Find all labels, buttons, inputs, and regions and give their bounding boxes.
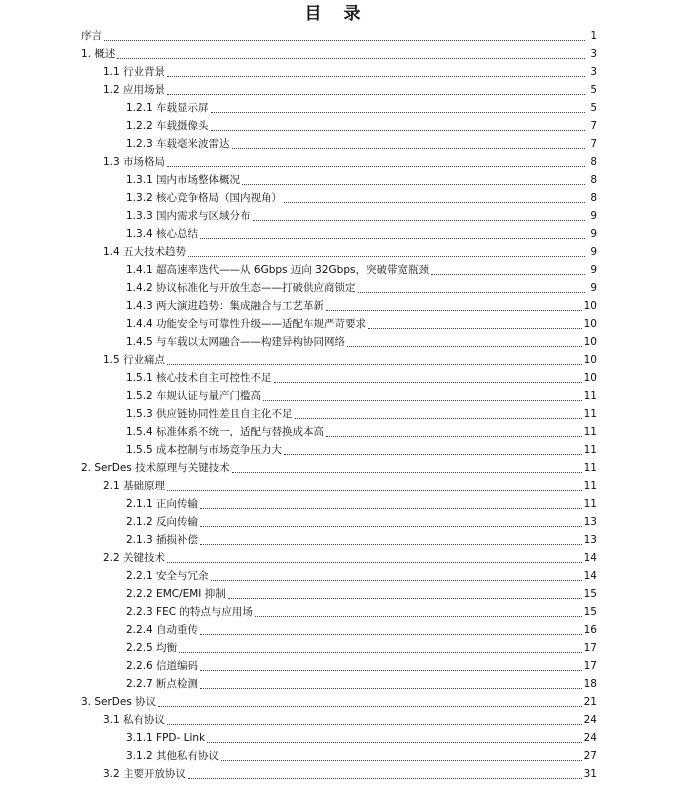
toc-entry[interactable] — [0, 188, 673, 206]
toc-entry[interactable] — [0, 368, 673, 386]
toc-entry[interactable] — [0, 566, 673, 584]
toc-entry-title: 1.5.3 供应链协同性差且自主化不足 — [126, 408, 293, 420]
toc-entry-title: 1.2.2 车载摄像头 — [126, 120, 209, 132]
toc-dot-leader — [211, 130, 585, 131]
toc-entry[interactable] — [0, 746, 673, 764]
toc-entry-title: 2.1.3 插损补偿 — [126, 534, 199, 546]
toc-dot-leader — [200, 544, 582, 545]
toc-entry-page-number: 5 — [590, 102, 597, 114]
toc-entry[interactable] — [0, 62, 673, 80]
toc-entry[interactable] — [0, 710, 673, 728]
toc-entry[interactable] — [0, 728, 673, 746]
toc-entry-title: 1. 概述 — [81, 48, 116, 60]
toc-entry-title: 1.2.1 车载显示屏 — [126, 102, 209, 114]
toc-entry-page-number: 11 — [583, 426, 597, 438]
toc-dot-leader — [158, 706, 581, 707]
toc-entry-page-number: 17 — [583, 642, 597, 654]
toc-entry-title: 1.4.1 超高速率迭代——从 6Gbps 迈向 32Gbps，突破带宽瓶颈 — [126, 264, 429, 276]
toc-entry[interactable] — [0, 134, 673, 152]
toc-entry-title: 2.1.2 反向传输 — [126, 516, 199, 528]
toc-entry[interactable] — [0, 260, 673, 278]
toc-entry-page-number: 11 — [583, 408, 597, 420]
toc-entry-title: 1.3.4 核心总结 — [126, 228, 199, 240]
toc-entry[interactable] — [0, 620, 673, 638]
toc-entry-title: 1.3.2 核心竞争格局（国内视角） — [126, 192, 283, 204]
toc-dot-leader — [167, 76, 585, 77]
toc-dot-leader — [431, 274, 585, 275]
toc-entry-title: 1.2.3 车载毫米波雷达 — [126, 138, 230, 150]
toc-dot-leader — [326, 436, 582, 437]
toc-dot-leader — [167, 364, 582, 365]
table-of-contents — [0, 26, 673, 782]
toc-dot-leader — [232, 472, 582, 473]
toc-dot-leader — [200, 688, 582, 689]
toc-entry[interactable] — [0, 692, 673, 710]
toc-dot-leader — [200, 526, 582, 527]
toc-entry[interactable] — [0, 386, 673, 404]
toc-dot-leader — [255, 616, 582, 617]
toc-dot-leader — [221, 760, 582, 761]
toc-entry-title: 3. SerDes 协议 — [81, 696, 157, 708]
toc-entry[interactable] — [0, 242, 673, 260]
toc-entry[interactable] — [0, 296, 673, 314]
toc-entry-page-number: 10 — [583, 354, 597, 366]
toc-entry[interactable] — [0, 476, 673, 494]
toc-dot-leader — [326, 310, 582, 311]
toc-dot-leader — [188, 256, 585, 257]
toc-entry-page-number: 11 — [583, 444, 597, 456]
toc-entry[interactable] — [0, 602, 673, 620]
toc-entry-page-number: 15 — [583, 606, 597, 618]
toc-entry-title: 1.5.2 车规认证与量产门槛高 — [126, 390, 262, 402]
toc-entry-page-number: 1 — [590, 30, 597, 42]
toc-entry[interactable] — [0, 98, 673, 116]
toc-dot-leader — [358, 292, 585, 293]
toc-entry-title: 2.2.6 信道编码 — [126, 660, 199, 672]
toc-entry-page-number: 11 — [583, 480, 597, 492]
toc-dot-leader — [200, 508, 582, 509]
toc-dot-leader — [295, 418, 582, 419]
toc-entry[interactable] — [0, 656, 673, 674]
toc-entry-page-number: 10 — [583, 318, 597, 330]
toc-dot-leader — [104, 40, 585, 41]
toc-entry[interactable] — [0, 44, 673, 62]
toc-dot-leader — [242, 184, 585, 185]
toc-dot-leader — [232, 148, 585, 149]
toc-entry-title: 1.2 应用场景 — [103, 84, 166, 96]
toc-dot-leader — [284, 454, 582, 455]
toc-entry-title: 2.2 关键技术 — [103, 552, 166, 564]
toc-entry[interactable] — [0, 278, 673, 296]
toc-entry[interactable] — [0, 548, 673, 566]
toc-entry-page-number: 31 — [583, 768, 597, 780]
toc-entry-title: 2.2.3 FEC 的特点与应用场 — [126, 606, 253, 618]
toc-entry-title: 1.1 行业背景 — [103, 66, 166, 78]
toc-entry[interactable] — [0, 170, 673, 188]
toc-dot-leader — [188, 778, 582, 779]
toc-dot-leader — [368, 328, 582, 329]
toc-entry-title: 2.2.2 EMC/EMI 抑制 — [126, 588, 226, 600]
toc-entry-page-number: 10 — [583, 372, 597, 384]
toc-entry-page-number: 13 — [583, 534, 597, 546]
toc-entry-page-number: 24 — [583, 714, 597, 726]
toc-entry[interactable] — [0, 584, 673, 602]
toc-entry-title: 1.5.4 标准体系不统一，适配与替换成本高 — [126, 426, 325, 438]
toc-entry[interactable] — [0, 458, 673, 476]
toc-entry-page-number: 21 — [583, 696, 597, 708]
toc-entry-title: 3.2 主要开放协议 — [103, 768, 187, 780]
toc-entry[interactable] — [0, 494, 673, 512]
toc-entry-title: 1.4.4 功能安全与可靠性升级——适配车规严苛要求 — [126, 318, 367, 330]
toc-entry[interactable] — [0, 350, 673, 368]
toc-entry-title: 序言 — [81, 30, 102, 42]
toc-entry[interactable] — [0, 674, 673, 692]
toc-entry-page-number: 9 — [590, 246, 597, 258]
toc-dot-leader — [200, 634, 582, 635]
toc-entry-page-number: 27 — [583, 750, 597, 762]
toc-entry[interactable] — [0, 224, 673, 242]
toc-entry-title: 3.1.2 其他私有协议 — [126, 750, 220, 762]
toc-dot-leader — [179, 652, 582, 653]
toc-entry[interactable] — [0, 764, 673, 782]
toc-entry-title: 1.5.5 成本控制与市场竞争压力大 — [126, 444, 283, 456]
toc-entry-page-number: 3 — [590, 48, 597, 60]
toc-entry-title: 1.5 行业痛点 — [103, 354, 166, 366]
toc-entry-page-number: 10 — [583, 300, 597, 312]
toc-entry-page-number: 9 — [590, 210, 597, 222]
toc-entry-title: 1.3.3 国内需求与区域分布 — [126, 210, 251, 222]
toc-entry-page-number: 18 — [583, 678, 597, 690]
toc-entry-page-number: 17 — [583, 660, 597, 672]
toc-dot-leader — [200, 670, 582, 671]
toc-entry-page-number: 14 — [583, 552, 597, 564]
toc-entry-page-number: 11 — [583, 390, 597, 402]
toc-entry-page-number: 9 — [590, 228, 597, 240]
toc-entry-title: 2. SerDes 技术原理与关键技术 — [81, 462, 230, 474]
toc-entry-title: 1.4 五大技术趋势 — [103, 246, 187, 258]
toc-entry-title: 2.1 基础原理 — [103, 480, 166, 492]
toc-entry[interactable] — [0, 638, 673, 656]
toc-entry-page-number: 13 — [583, 516, 597, 528]
toc-entry-page-number: 8 — [590, 156, 597, 168]
toc-entry[interactable] — [0, 512, 673, 530]
toc-entry-title: 1.5.1 核心技术自主可控性不足 — [126, 372, 272, 384]
toc-entry[interactable] — [0, 530, 673, 548]
toc-entry-title: 1.4.5 与车载以太网融合——构建异构协同网络 — [126, 336, 346, 348]
toc-entry-title: 3.1.1 FPD- Link — [126, 732, 206, 744]
toc-dot-leader — [211, 580, 582, 581]
toc-dot-leader — [167, 562, 582, 563]
toc-entry-page-number: 7 — [590, 138, 597, 150]
toc-dot-leader — [200, 238, 585, 239]
toc-entry-title: 1.3.1 国内市场整体概况 — [126, 174, 241, 186]
toc-entry[interactable] — [0, 116, 673, 134]
toc-dot-leader — [167, 94, 585, 95]
toc-entry[interactable] — [0, 422, 673, 440]
toc-entry-page-number: 10 — [583, 336, 597, 348]
toc-entry-page-number: 7 — [590, 120, 597, 132]
toc-entry-page-number: 11 — [583, 462, 597, 474]
toc-entry[interactable] — [0, 206, 673, 224]
toc-dot-leader — [117, 58, 585, 59]
toc-entry-page-number: 8 — [590, 174, 597, 186]
toc-entry-page-number: 15 — [583, 588, 597, 600]
toc-dot-leader — [207, 742, 581, 743]
toc-entry-title: 2.2.5 均衡 — [126, 642, 178, 654]
toc-entry-page-number: 3 — [590, 66, 597, 78]
toc-entry-title: 2.1.1 正向传输 — [126, 498, 199, 510]
toc-entry-page-number: 9 — [590, 282, 597, 294]
toc-dot-leader — [263, 400, 582, 401]
toc-dot-leader — [274, 382, 582, 383]
toc-entry[interactable] — [0, 314, 673, 332]
toc-dot-leader — [211, 112, 585, 113]
toc-entry-title: 2.2.4 自动重传 — [126, 624, 199, 636]
toc-entry-page-number: 5 — [590, 84, 597, 96]
toc-entry-page-number: 11 — [583, 498, 597, 510]
toc-entry-page-number: 9 — [590, 264, 597, 276]
toc-entry[interactable] — [0, 404, 673, 422]
toc-entry-page-number: 8 — [590, 192, 597, 204]
toc-dot-leader — [347, 346, 582, 347]
toc-entry-page-number: 14 — [583, 570, 597, 582]
toc-entry-title: 2.2.7 断点检测 — [126, 678, 199, 690]
toc-dot-leader — [167, 490, 582, 491]
toc-entry[interactable] — [0, 332, 673, 350]
toc-dot-leader — [284, 202, 585, 203]
toc-entry-title: 2.2.1 安全与冗余 — [126, 570, 209, 582]
toc-dot-leader — [228, 598, 582, 599]
toc-entry-page-number: 24 — [583, 732, 597, 744]
toc-entry-title: 1.3 市场格局 — [103, 156, 166, 168]
toc-dot-leader — [167, 724, 582, 725]
toc-entry-title: 1.4.2 协议标准化与开放生态——打破供应商锁定 — [126, 282, 356, 294]
toc-dot-leader — [167, 166, 585, 167]
toc-entry-title: 1.4.3 两大演进趋势：集成融合与工艺革新 — [126, 300, 325, 312]
toc-entry-page-number: 16 — [583, 624, 597, 636]
toc-title: 目 录 — [304, 4, 369, 24]
toc-entry[interactable] — [0, 26, 673, 44]
toc-entry[interactable] — [0, 440, 673, 458]
toc-entry[interactable] — [0, 152, 673, 170]
toc-entry-title: 3.1 私有协议 — [103, 714, 166, 726]
toc-dot-leader — [253, 220, 585, 221]
toc-entry[interactable] — [0, 80, 673, 98]
